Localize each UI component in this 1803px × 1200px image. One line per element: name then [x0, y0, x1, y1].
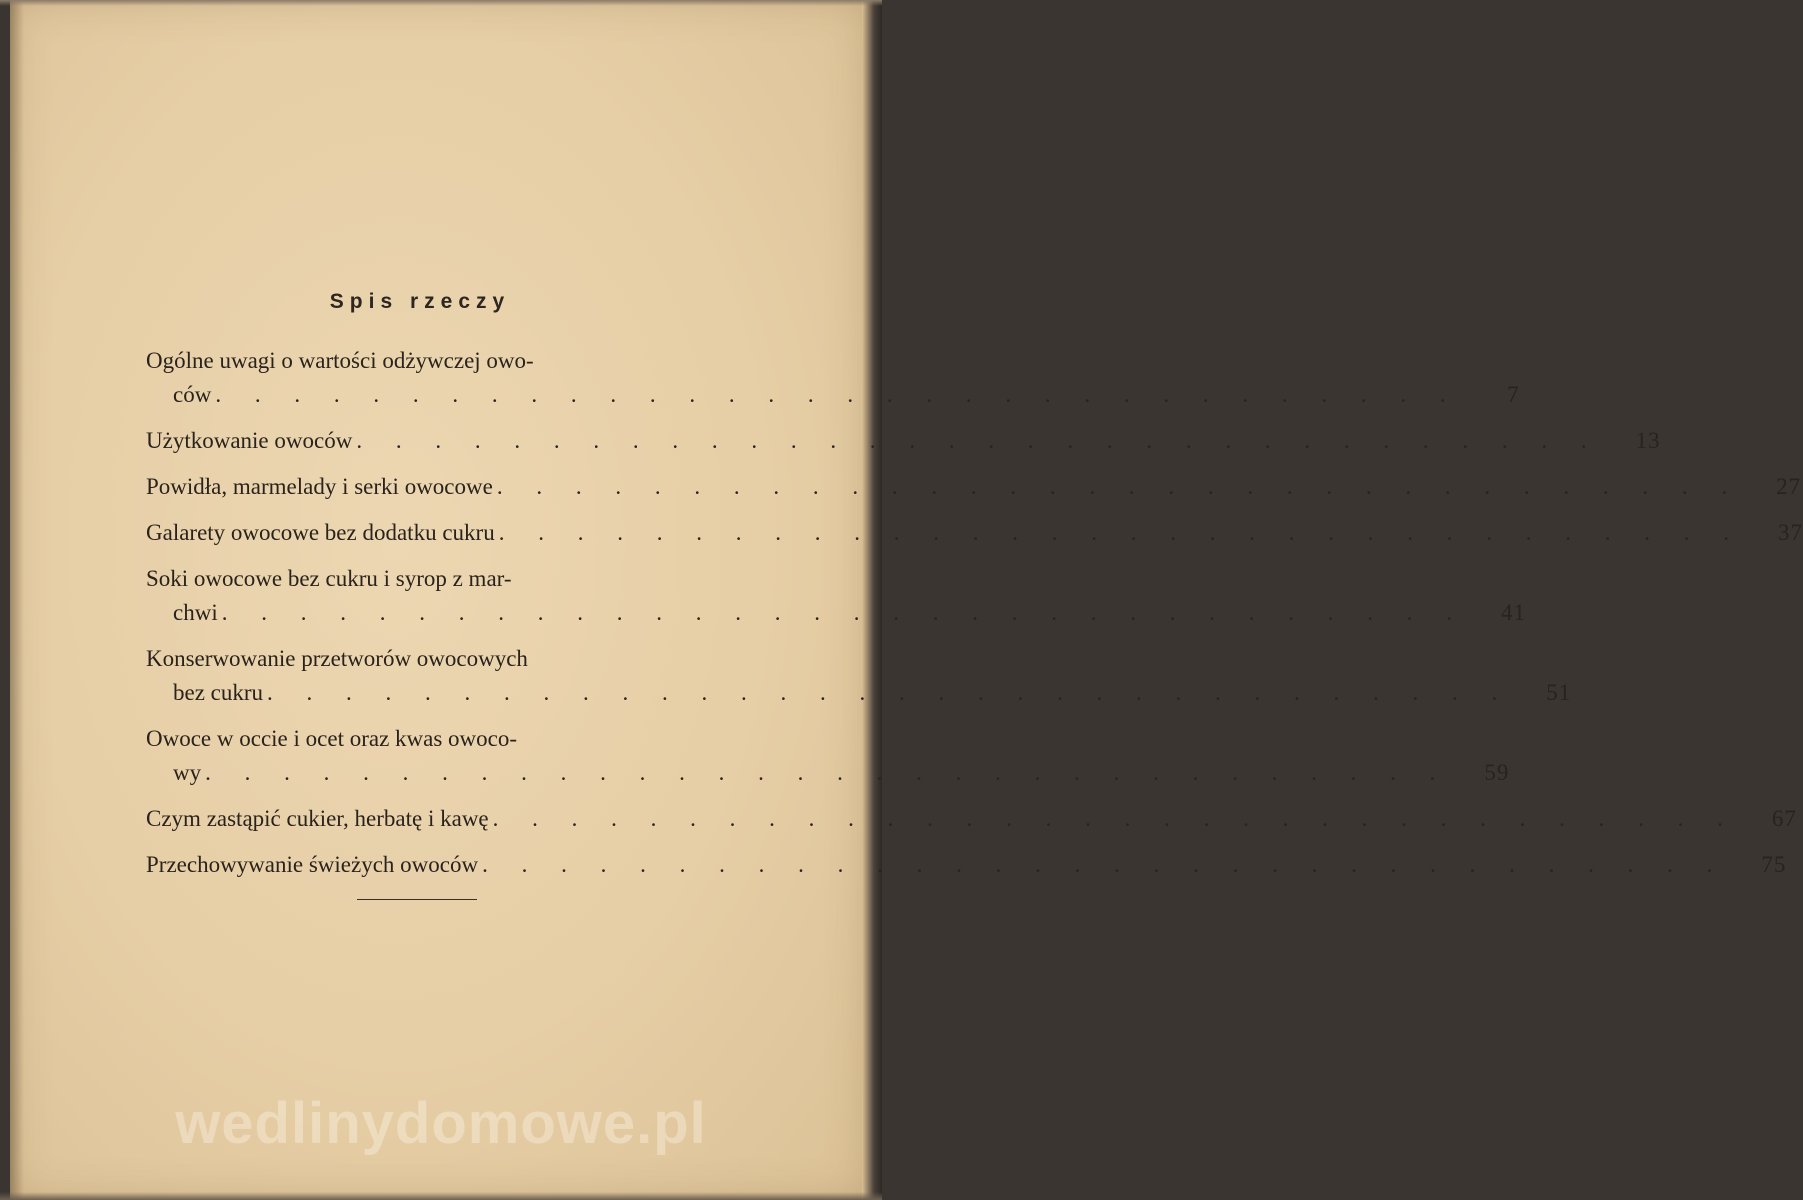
dot-leader: . . . . . . . . . . . . . . . . . . . . . . . . . . . . . . . .: [496, 474, 1742, 499]
toc-entry: [146, 424, 1661, 458]
toc-entry: [146, 802, 1797, 836]
toc-entry-line: [146, 676, 1572, 710]
spine-shadow: [10, 0, 24, 1200]
page-title: Spis rzeczy: [329, 290, 511, 313]
watermark: wedlinydomowe.pl: [175, 1091, 707, 1156]
dot-leader: . . . . . . . . . . . . . . . . . . . . . . . . . . . . . . . .: [498, 520, 1743, 545]
toc-entry-text: Owoce w occie i ocet oraz kwas owoco-: [146, 726, 518, 751]
toc-entry: [146, 344, 1520, 412]
toc-entry-text: Czym zastąpić cukier, herbatę i kawę: [146, 806, 489, 831]
toc-entry-text: chwi: [173, 600, 218, 625]
toc-entry: [146, 562, 1526, 630]
toc-entry: [146, 470, 1802, 504]
toc-entry-line: [146, 642, 691, 676]
toc-entry-text: Użytkowanie owoców: [146, 428, 353, 453]
page-number: 27: [1776, 474, 1802, 499]
toc-entry: [146, 642, 1572, 710]
page-number: 59: [1484, 760, 1510, 785]
dot-leader: . . . . . . . . . . . . . . . . . . . . . . . . . . . . . . . .: [221, 600, 1466, 625]
table-of-contents: [146, 344, 1803, 894]
toc-entry-text: bez cukru: [173, 680, 264, 705]
dot-leader: . . . . . . . . . . . . . . . . . . . . . . . . . . . . . . . .: [482, 852, 1727, 877]
toc-entry-text: ców: [173, 382, 212, 407]
toc-entry-line: [146, 378, 1520, 412]
bottom-edge: [0, 1192, 882, 1200]
page-number: 7: [1507, 382, 1520, 407]
toc-entry-text: Powidła, marmelady i serki owocowe: [146, 474, 493, 499]
toc-entry-text: Ogólne uwagi o wartości odżywczej owo-: [146, 348, 534, 373]
toc-entry-text: Konserwowanie przetworów owocowych: [146, 646, 528, 671]
dot-leader: . . . . . . . . . . . . . . . . . . . . . . . . . . . . . . . .: [205, 760, 1450, 785]
toc-entry-line: [146, 756, 1510, 790]
toc-entry-line: [146, 596, 1526, 630]
toc-entry-text: Soki owocowe bez cukru i syrop z mar-: [146, 566, 512, 591]
toc-entry-line: [146, 802, 1797, 836]
toc-entry-line: [146, 848, 1787, 882]
page-number: 67: [1771, 806, 1797, 831]
page-number: 51: [1546, 680, 1572, 705]
toc-entry-line: [146, 344, 691, 378]
dot-leader: . . . . . . . . . . . . . . . . . . . . . . . . . . . . . . . .: [215, 382, 1460, 407]
dot-leader: . . . . . . . . . . . . . . . . . . . . . . . . . . . . . . . .: [492, 806, 1737, 831]
toc-entry-line: [146, 516, 1803, 550]
divider-rule: [357, 899, 477, 900]
toc-entry-line: [146, 722, 691, 756]
top-edge: [0, 0, 882, 6]
dot-leader: . . . . . . . . . . . . . . . . . . . . . . . . . . . . . . . .: [267, 680, 1512, 705]
toc-entry: [146, 848, 1787, 882]
toc-entry-text: Przechowywanie świeżych owoców: [146, 852, 479, 877]
toc-entry-text: Galarety owocowe bez dodatku cukru: [146, 520, 495, 545]
page-number: 41: [1500, 600, 1526, 625]
dot-leader: . . . . . . . . . . . . . . . . . . . . . . . . . . . . . . . .: [356, 428, 1601, 453]
toc-entry-text: wy: [173, 760, 202, 785]
toc-entry: [146, 722, 1510, 790]
toc-entry-line: [146, 562, 691, 596]
page-number: 13: [1635, 428, 1661, 453]
toc-entry: [146, 516, 1803, 550]
toc-entry-line: [146, 424, 1661, 458]
page-number: 37: [1777, 520, 1803, 545]
toc-entry-line: [146, 470, 1802, 504]
page-number: 75: [1761, 852, 1787, 877]
